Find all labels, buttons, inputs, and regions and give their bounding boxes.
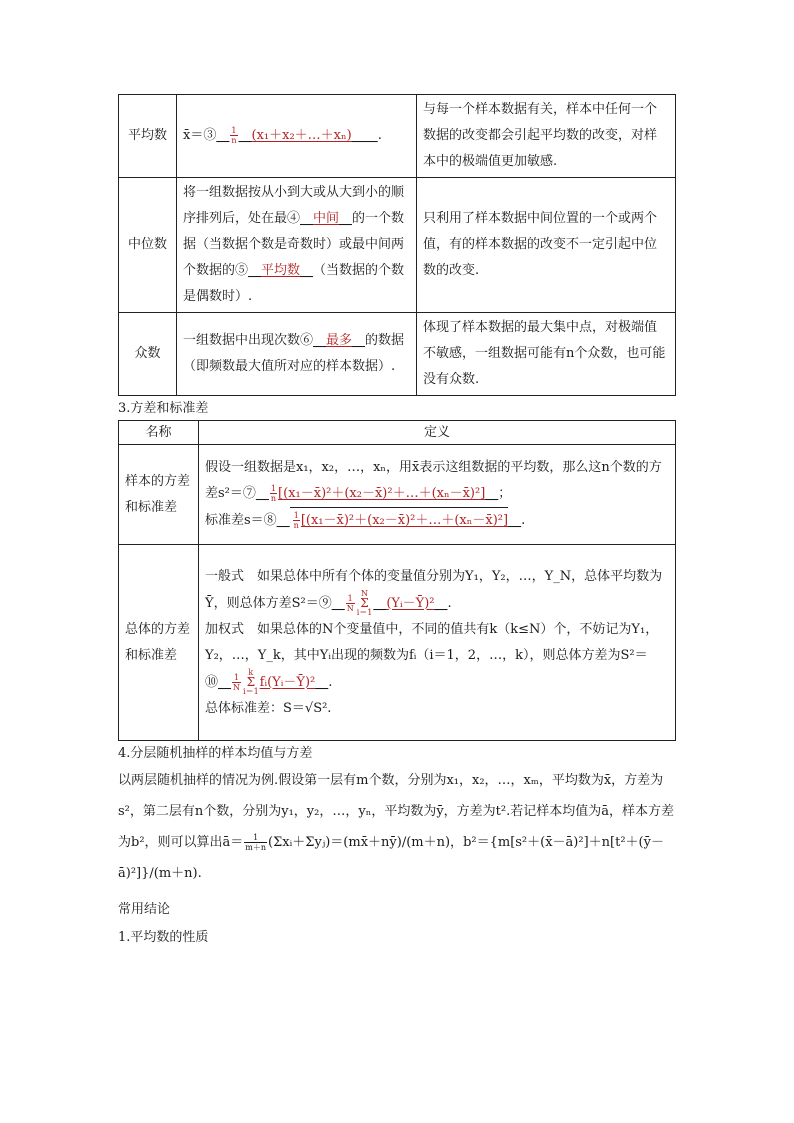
fraction-1-over-N: $\frac{1}{N}$ <box>346 593 354 613</box>
row-name: 总体的方差和标准差 <box>119 545 199 741</box>
paragraph: 以两层随机抽样的情况为例.假设第一层有m个数，分别为x₁，x₂，…，xₘ，平均数为x̄，方差为s²，第二层有n个数，分别为y₁，y₂，…，yₙ，平均数为ȳ，方差为t².若记样本均值为ā，样本方差为b²，则可以算出ā＝ $\frac{1}{m+n}$ (Σxᵢ＋Σyⱼ)＝(mx̄＋nȳ)/(m＋n)，b²＝{m[s²＋(x̄－ā)²]＋n[t²＋(ȳ－ā)²]}/(m＋n). <box>118 773 675 881</box>
header-definition: 定义 <box>199 421 676 445</box>
row-feature: 只利用了样本数据中间位置的一个或两个值，有的样本数据的改变不一定引起中位数的改变. <box>417 178 676 313</box>
row-feature: 体现了样本数据的最大集中点，对极端值不敏感，一组数据可能有n个众数，也可能没有众数. <box>417 313 676 396</box>
answer-4: 中间 <box>313 211 340 226</box>
fraction-1-over-n: $\frac{1}{n}$ <box>231 126 237 145</box>
table-row <box>119 178 676 313</box>
row-feature: 与每一个样本数据有关，样本中任何一个数据的改变都会引起平均数的改变，对样本中的极端值更加敏感. <box>417 95 676 178</box>
variance-table <box>118 420 676 741</box>
row-definition: x̄＝③__ $\frac{1}{n}$ __(x₁＋x₂＋…＋xₙ)____. <box>177 95 417 178</box>
table-row <box>119 445 676 545</box>
fraction-1-over-n: $\frac{1}{n}$ <box>270 484 277 503</box>
table-row <box>119 313 676 396</box>
row-definition: 将一组数据按从小到大或从大到小的顺序排列后，处在最④__中间__的一个数据（当数据个数是奇数时）或最中间两个数据的⑤__平均数__（当数据的个数是偶数时）. <box>177 178 417 313</box>
row-definition: 一般式 如果总体中所有个体的变量值分别为Y₁，Y₂，…，Y_N，总体平均数为Ȳ，则总体方差S²＝⑨__ $\frac{1}{N}$ N Σ i＝1__(Yᵢ－Ȳ)²__. 加权式 如果总体的N个变量值中，不同的值共有k（k≤N）个，不妨记为Y₁，Y₂，…，Y_k，其中Yᵢ出现的频数为fᵢ（i＝1，2，…，k），则总体方差为S²＝⑩__ $\frac{1}{N}$ k Σ i＝1fᵢ(Yᵢ－Ȳ)²__. 总体标准差：S＝√S². <box>199 545 676 741</box>
row-name: 样本的方差和标准差 <box>119 445 199 545</box>
header-name: 名称 <box>119 421 199 445</box>
statistics-measures-table <box>118 94 676 396</box>
section-title: 4.分层随机抽样的样本均值与方差 <box>118 746 313 761</box>
row-definition: 一组数据中出现次数⑥__最多__的数据（即频数最大值所对应的样本数据）. <box>177 313 417 396</box>
table-row <box>119 95 676 178</box>
conclusion-title: 常用结论 <box>118 902 171 917</box>
answer-5: 平均数 <box>261 263 301 278</box>
conclusion-item: 1.平均数的性质 <box>118 930 209 945</box>
table-header-row <box>119 421 676 445</box>
row-name: 平均数 <box>119 95 177 178</box>
formula-b: b²＝{m[s²＋(x̄－ā)²]＋n[t²＋(ȳ－ā)²]}/(m＋n) <box>118 835 664 881</box>
table-row <box>119 545 676 741</box>
row-name: 众数 <box>119 313 177 396</box>
fraction-1-over-N: $\frac{1}{N}$ <box>233 672 241 692</box>
formula-a: (Σxᵢ＋Σyⱼ)＝(mx̄＋nȳ)/(m＋n) <box>268 835 451 850</box>
document-page <box>118 94 676 949</box>
answer-3: (x₁＋x₂＋…＋xₙ) <box>251 128 352 143</box>
row-definition: 假设一组数据是x₁，x₂，…，xₙ，用x̄表示这组数据的平均数，那么这n个数的方差s²＝⑦__ $\frac{1}{n}$ [(x₁－x̄)²＋(x₂－x̄)²＋…＋(xₙ－x̄)²]__； 标准差s＝⑧__ $\frac{1}{n}$ [(x₁－x̄)²＋(x₂－x̄)²＋…＋(xₙ－x̄)²]__. <box>199 445 676 545</box>
answer-7: [(x₁－x̄)²＋(x₂－x̄)²＋…＋(xₙ－x̄)²] <box>278 486 486 501</box>
answer-10: fᵢ(Yᵢ－Ȳ)² <box>259 674 316 690</box>
answer-6: 最多 <box>326 333 353 348</box>
sum-symbol: k Σ i＝1 <box>243 667 259 696</box>
section-title: 3.方差和标准差 <box>118 401 209 416</box>
row-name: 中位数 <box>119 178 177 313</box>
answer-8: [(x₁－x̄)²＋(x₂－x̄)²＋…＋(xₙ－x̄)²] <box>300 513 509 528</box>
mean-formula-prefix: x̄＝③ <box>183 128 217 143</box>
fraction-1-over-m-plus-n: $\frac{1}{m+n}$ <box>245 833 267 852</box>
sum-symbol: N Σ i＝1 <box>356 588 373 617</box>
answer-9: (Yᵢ－Ȳ)² <box>386 595 435 611</box>
sqrt-sign: $\frac{1}{n}$ [(x₁－x̄)²＋(x₂－x̄)²＋…＋(xₙ－x̄)²] <box>290 507 508 534</box>
